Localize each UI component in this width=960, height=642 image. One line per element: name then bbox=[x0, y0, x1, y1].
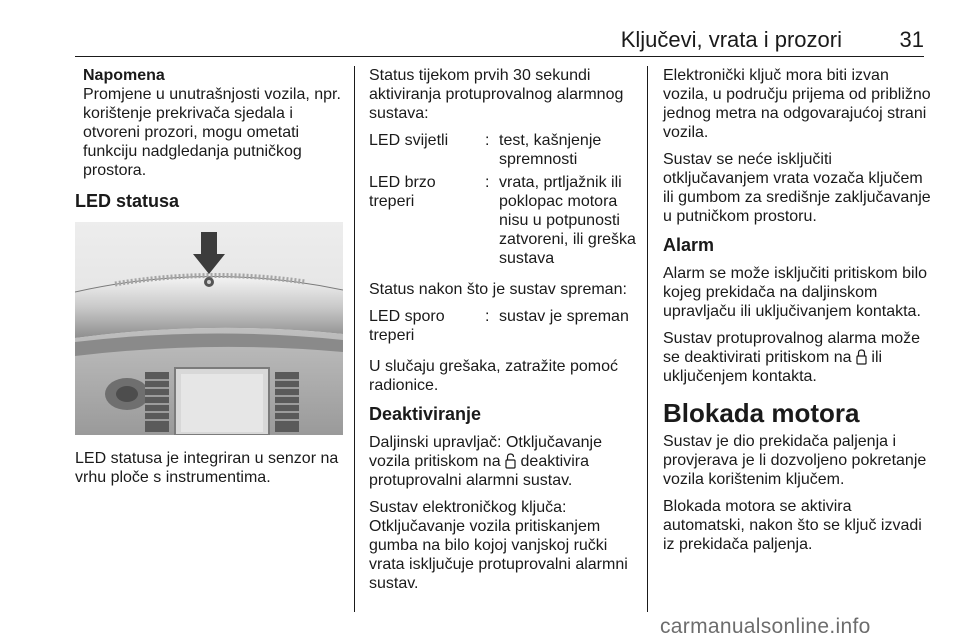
table-row bbox=[369, 173, 637, 268]
section-heading-alarm: Alarm bbox=[663, 235, 715, 255]
status-separator: : bbox=[485, 132, 490, 149]
alarm-deact-before: Sustav protuprovalnog alarma može se deaktivirati pritiskom na bbox=[663, 330, 921, 366]
remote-control-text bbox=[369, 433, 637, 490]
ready-table bbox=[369, 307, 637, 345]
table-row bbox=[369, 131, 637, 169]
status-value: sustav je spreman bbox=[499, 308, 629, 325]
immobilizer-auto-text: Blokada motora se aktivira automatski, nakon što se ključ izvadi iz prekidača paljenja. bbox=[663, 498, 922, 553]
table-row bbox=[369, 307, 637, 345]
status-separator: : bbox=[485, 308, 490, 325]
section-heading-immobilizer: Blokada motora bbox=[663, 398, 860, 428]
immobilizer-text: Sustav je dio prekidača paljenja i provjerava je li dozvoljeno pokretanje vozila korištenim ključem. bbox=[663, 433, 927, 488]
page-number: 31 bbox=[899, 27, 924, 52]
unlock-padlock-icon bbox=[505, 453, 516, 469]
status-intro: Status tijekom prvih 30 sekundi aktiviranja protuprovalnog alarmnog sustava: bbox=[369, 67, 624, 122]
status-key: LED brzo treperi bbox=[369, 174, 436, 210]
lock-padlock-icon bbox=[856, 349, 867, 365]
status-key: LED svijetli bbox=[369, 132, 449, 149]
status-value: vrata, prtljažnik ili poklopac motora nisu u potpunosti zatvoreni, ili greška sustava bbox=[499, 174, 636, 267]
alarm-deact-after: ili uključenjem kontakta. bbox=[663, 349, 883, 385]
fault-text: U slučaju grešaka, zatražite pomoć radionice. bbox=[369, 358, 618, 394]
electronic-key-text: Sustav elektroničkog ključa: Otključavanje vozila pritiskanjem gumba na bilo kojoj vanjskoj ručki vrata isključuje protuprovalni alarmni sustav. bbox=[369, 499, 628, 592]
column-divider bbox=[354, 66, 355, 612]
figure-caption: LED statusa je integriran u senzor na vrhu ploče s instrumentima. bbox=[75, 450, 339, 486]
alarm-deactivation-text bbox=[663, 329, 931, 386]
dashboard-led-illustration bbox=[75, 222, 343, 435]
note-text: Promjene u unutrašnjosti vozila, npr. korištenje prekrivača sjedala i otvoreni prozori, mogu ometati funkciju nadgledanja putničkog prostora. bbox=[83, 86, 341, 179]
note-title: Napomena bbox=[83, 67, 165, 84]
status-table bbox=[369, 131, 637, 268]
no-disable-text: Sustav se neće isključiti otključavanjem vrata vozača ključem ili gumbom za središnje zaključavanje u putničkom prostoru. bbox=[663, 151, 931, 225]
watermark: carmanualsonline.info bbox=[660, 615, 871, 638]
remote-text-after: deaktivira protuprovalni alarmni sustav. bbox=[369, 453, 589, 489]
section-heading-deactivation: Deaktiviranje bbox=[369, 404, 482, 424]
status-value: test, kašnjenje spremnosti bbox=[499, 132, 602, 168]
status-key: LED sporo treperi bbox=[369, 308, 445, 344]
column-middle bbox=[369, 66, 637, 601]
remote-text-before: Daljinski upravljač: Otključavanje vozila pritiskom na bbox=[369, 434, 602, 470]
column-divider bbox=[647, 66, 648, 612]
alarm-text: Alarm se može isključiti pritiskom bilo kojeg prekidača na daljinskom upravljaču ili uključivanjem kontakta. bbox=[663, 265, 928, 320]
page-header bbox=[0, 0, 960, 60]
ready-intro: Status nakon što je sustav spreman: bbox=[369, 281, 627, 298]
column-right bbox=[663, 66, 931, 562]
status-separator: : bbox=[485, 174, 490, 191]
section-heading-led: LED statusa bbox=[75, 191, 180, 211]
header-rule bbox=[75, 56, 924, 57]
chapter-title: Ključevi, vrata i prozori bbox=[620, 27, 842, 52]
column-left bbox=[75, 66, 343, 495]
electronic-key-range-text: Elektronički ključ mora biti izvan vozila, u području prijema od približno jednog metra na odgovarajućoj strani vozila. bbox=[663, 67, 931, 141]
